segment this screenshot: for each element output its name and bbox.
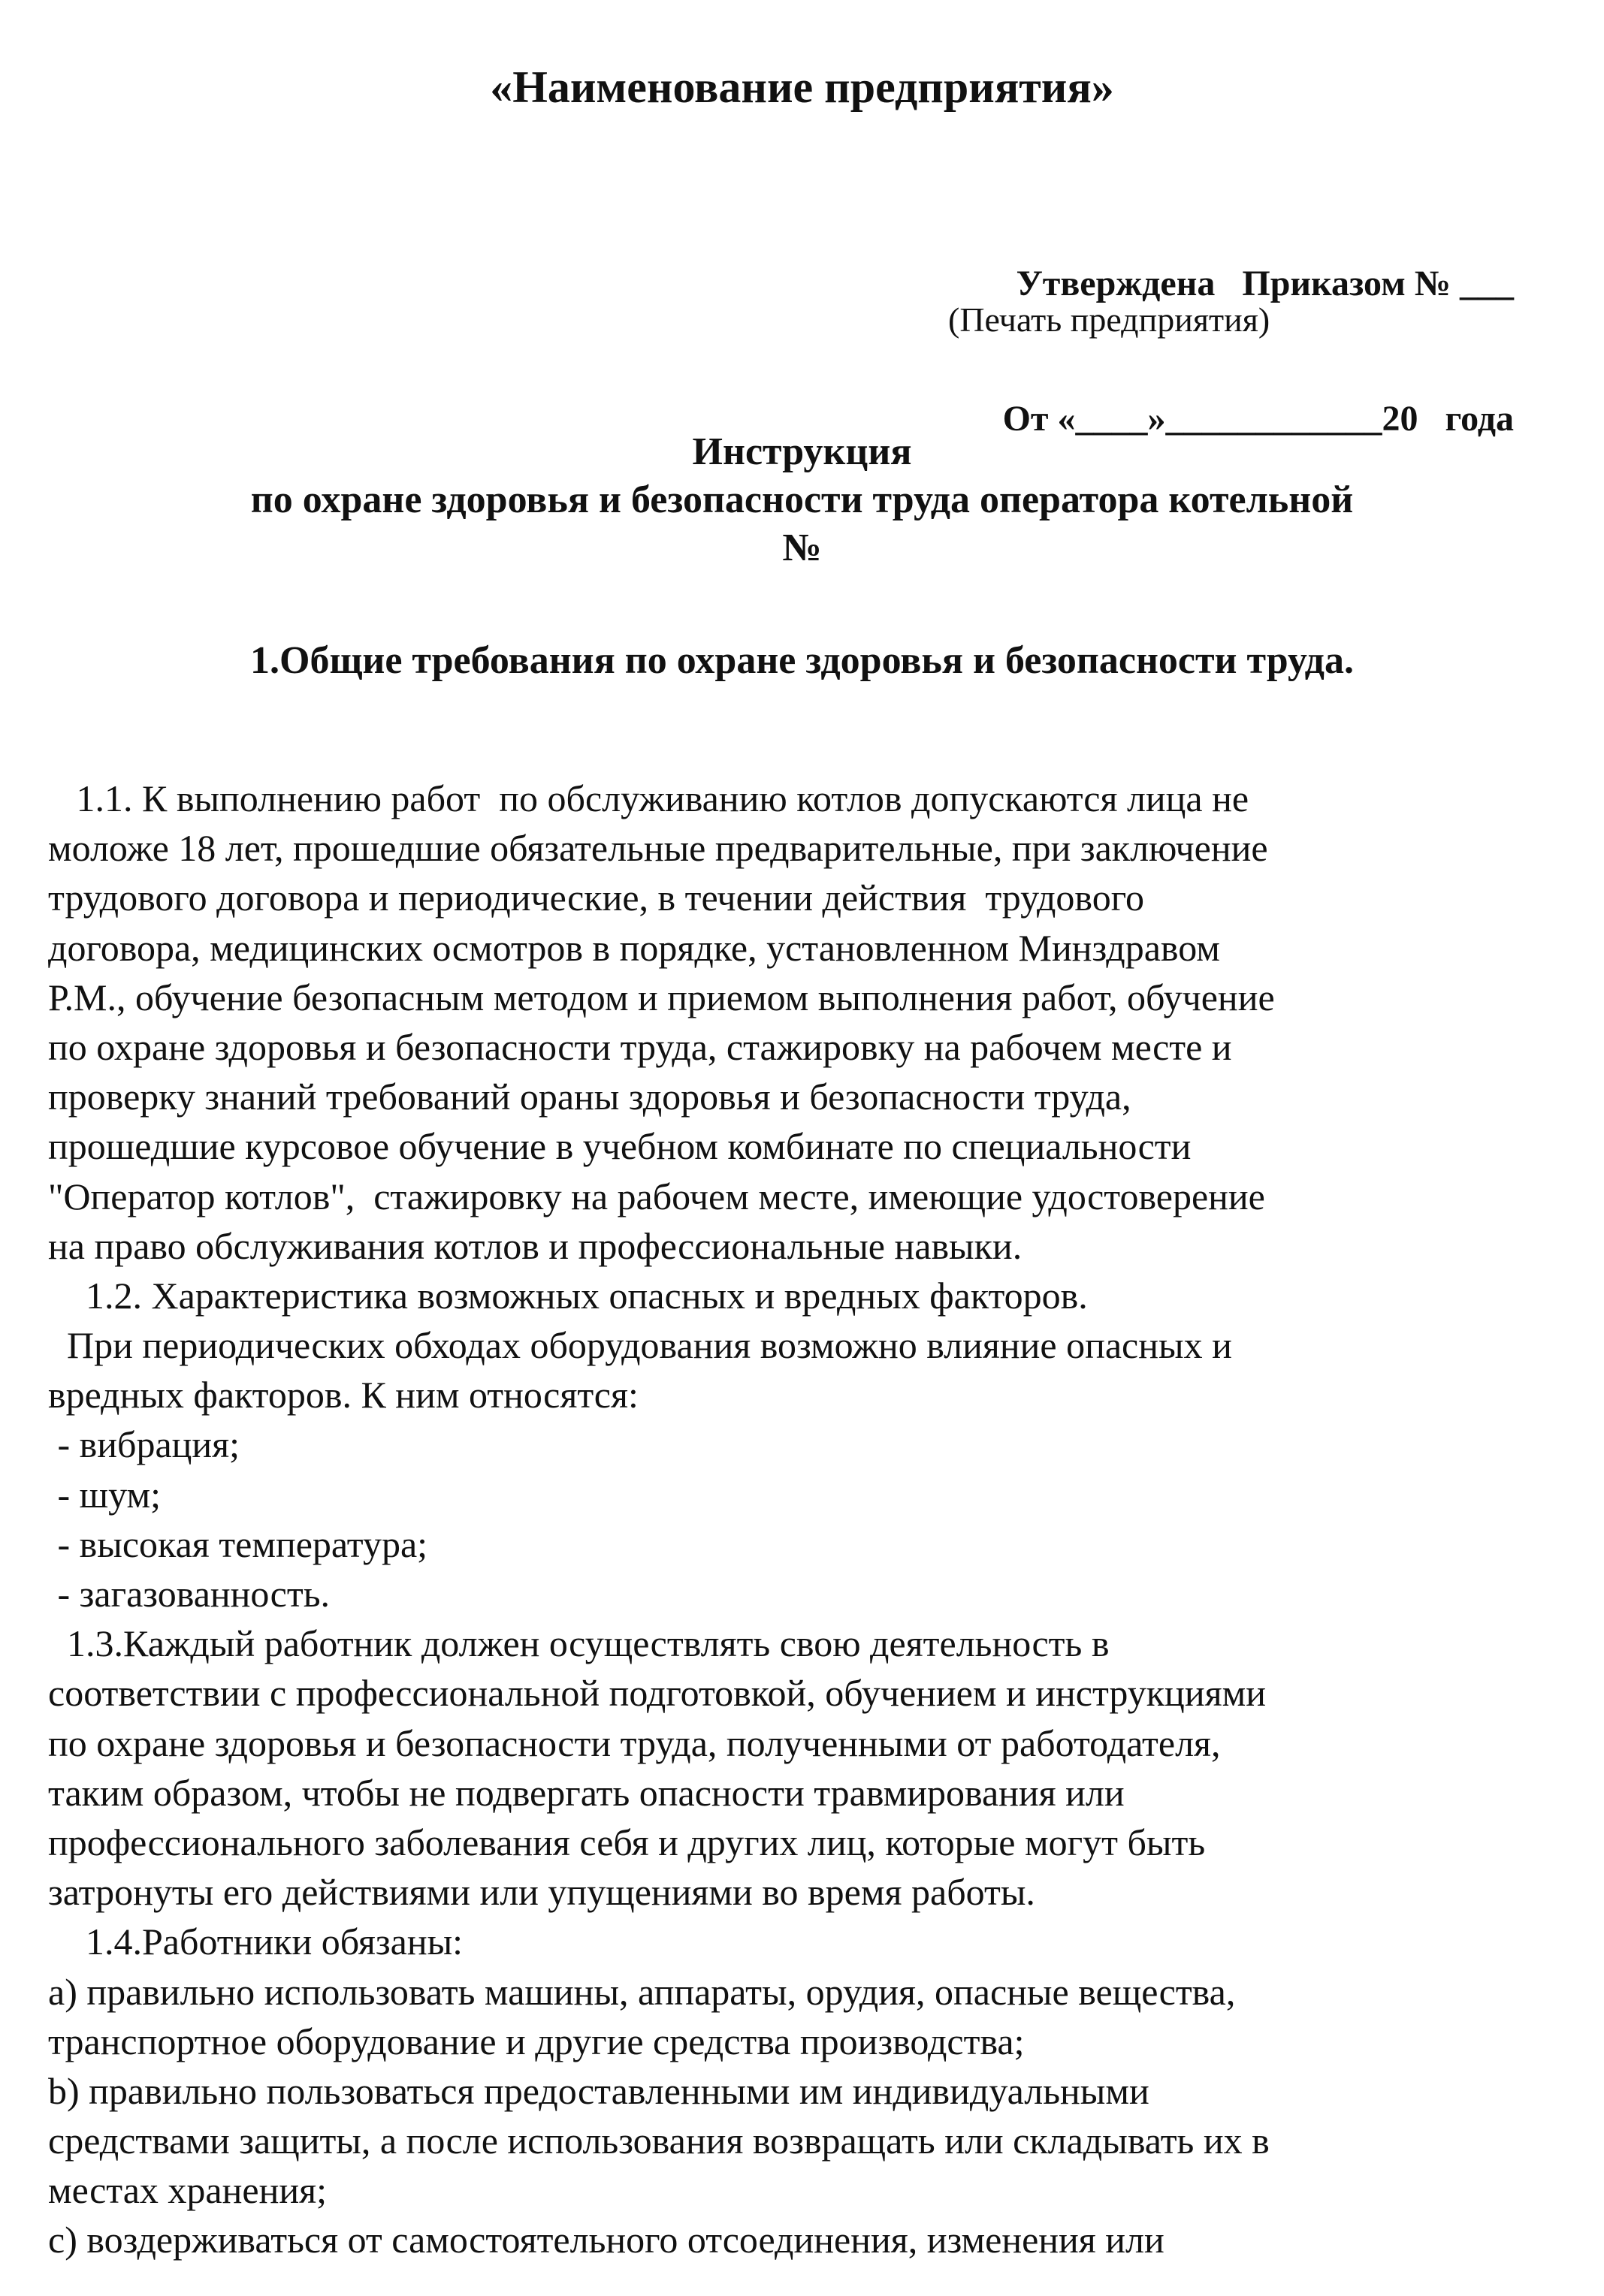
company-name: «Наименование предприятия» [490, 62, 1114, 112]
list-item: c) воздерживаться от самостоятельного отсоединения, изменения или [48, 2219, 1164, 2261]
body-line: моложе 18 лет, прошедшие обязательные предварительные, при заключение [48, 827, 1268, 870]
title-line-3: № [782, 526, 822, 569]
list-item: - вибрация; [48, 1423, 240, 1466]
body-line: по охране здоровья и безопасности труда, полученными от работодателя, [48, 1721, 1221, 1764]
body-line: по охране здоровья и безопасности труда, стажировку на рабочем месте и [48, 1025, 1232, 1068]
body-line: 1.1. К выполнению работ по обслуживанию котлов допускаются лица не [48, 777, 1249, 819]
list-item: - шум; [48, 1473, 162, 1516]
body-line: на право обслуживания котлов и профессиональные навыки. [48, 1224, 1023, 1267]
body-line: "Оператор котлов", стажировку на рабочем месте, имеющие удостоверение [48, 1175, 1265, 1217]
body-line: 1.3.Каждый работник должен осуществлять свою деятельность в [48, 1622, 1110, 1665]
body-line: 1.2. Характеристика возможных опасных и вредных факторов. [48, 1274, 1088, 1317]
body-line: затронуты его действиями или упущениями во время работы. [48, 1871, 1035, 1914]
body-line: Р.М., обучение безопасным методом и приемом выполнения работ, обучение [48, 976, 1275, 1018]
title-line-2: по охране здоровья и безопасности труда оператора котельной [250, 478, 1354, 521]
body-line: профессионального заболевания себя и других лиц, которые могут быть [48, 1821, 1206, 1863]
body-line: трудового договора и периодические, в течении действия трудового [48, 876, 1144, 919]
body-line: соответствии с профессиональной подготовкой, обучением и инструкциями [48, 1672, 1266, 1715]
body-text [48, 774, 1566, 2265]
seal-note: (Печать предприятия) [948, 300, 1270, 339]
body-line: 1.4.Работники обязаны: [48, 1920, 464, 1963]
body-line: таким образом, чтобы не подвергать опасности травмирования или [48, 1771, 1125, 1814]
body-line: проверку знаний требований ораны здоровья и безопасности труда, [48, 1076, 1131, 1118]
list-item: - загазованность. [48, 1573, 330, 1615]
body-line: вредных факторов. К ним относятся: [48, 1374, 639, 1417]
list-item: a) правильно использовать машины, аппараты, орудия, опасные вещества, [48, 1970, 1236, 2013]
list-item: - высокая температура; [48, 1522, 428, 1565]
section-heading: 1.Общие требования по охране здоровья и безопасности труда. [250, 639, 1354, 682]
list-item: местах хранения; [48, 2169, 327, 2212]
list-item: транспортное оборудование и другие средства производства; [48, 2020, 1025, 2062]
body-line: При периодических обходах оборудования возможно влияние опасных и [48, 1324, 1232, 1367]
title-line-1: Инструкция [692, 430, 912, 473]
body-line: прошедшие курсовое обучение в учебном комбинате по специальности [48, 1125, 1192, 1168]
approval-line-order: Утверждена Приказом № ___ [1016, 264, 1514, 303]
list-item: b) правильно пользоваться предоставленными им индивидуальными [48, 2069, 1149, 2112]
list-item: средствами защиты, а после использования возвращать или складывать их в [48, 2120, 1270, 2162]
approval-line-date: От «____»____________20 года [1002, 399, 1514, 439]
body-line: договора, медицинских осмотров в порядке, установленном Минздравом [48, 926, 1220, 969]
document-title [0, 428, 1604, 572]
